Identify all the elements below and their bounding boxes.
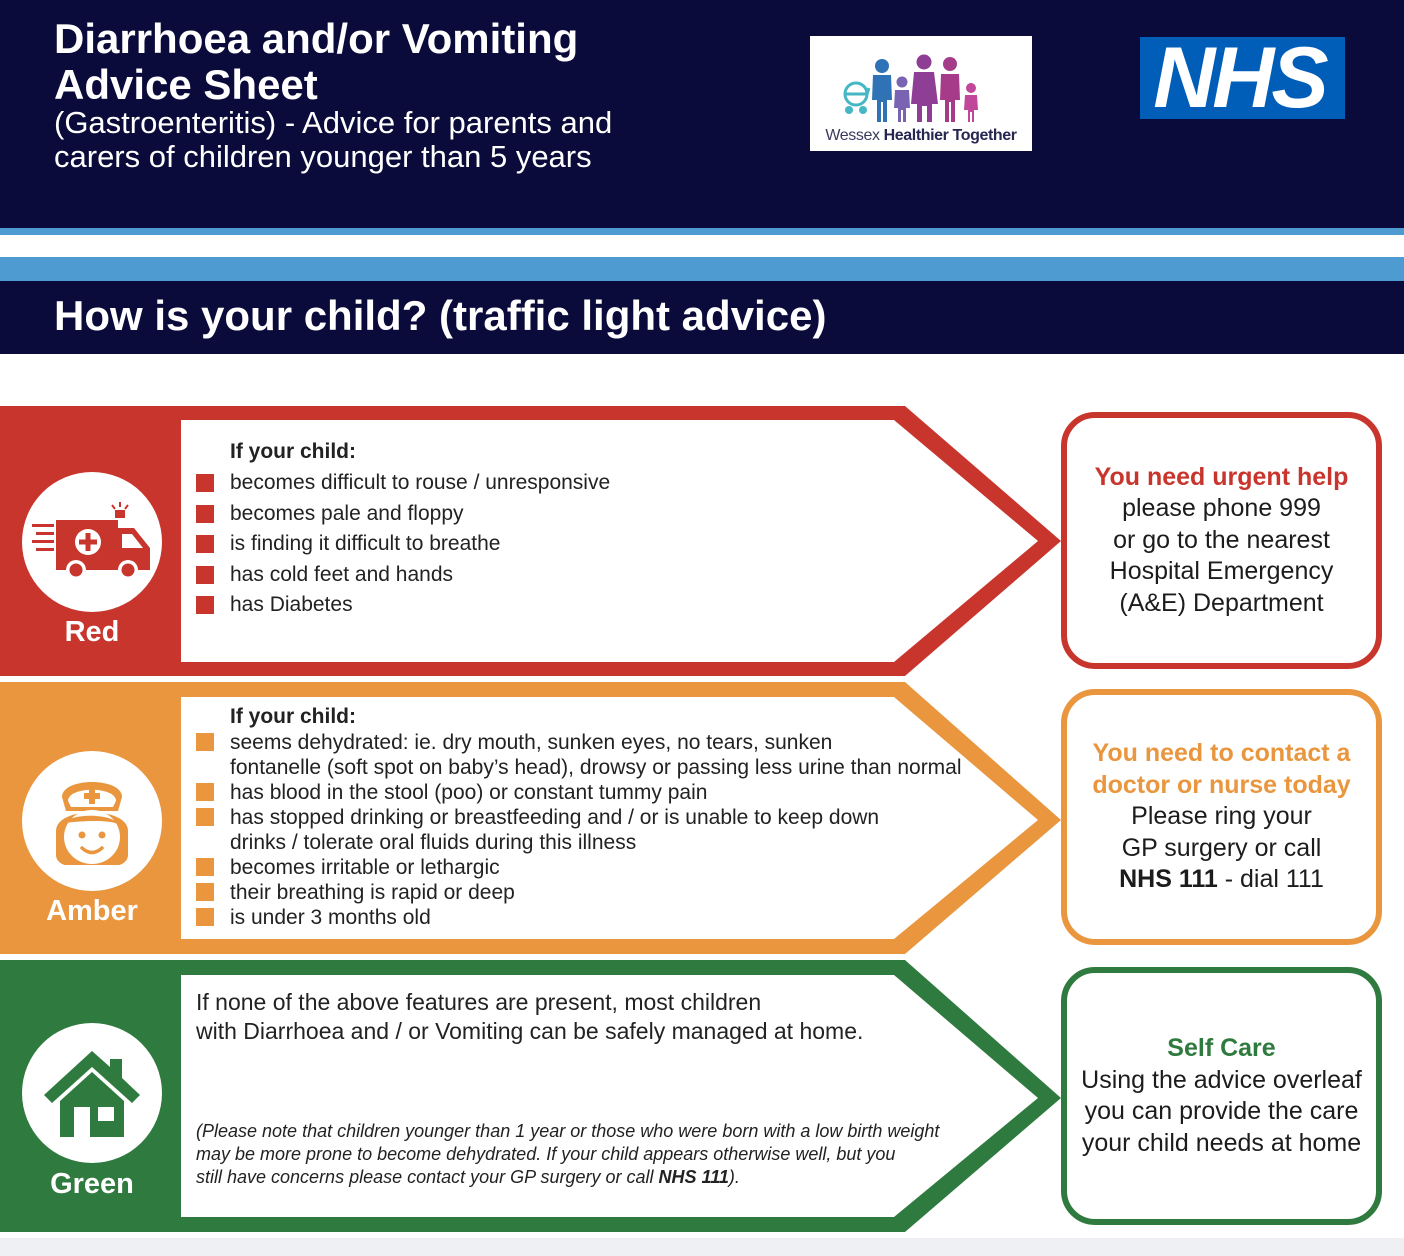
red-bullet	[196, 566, 214, 584]
list-item: has blood in the stool (poo) or constant tummy pain	[196, 780, 962, 805]
green-action-line: you can provide the care	[1084, 1097, 1359, 1125]
green-action-line: your child needs at home	[1081, 1128, 1362, 1157]
red-bullet	[196, 596, 214, 614]
red-bullet	[196, 535, 214, 553]
green-action-box	[1061, 967, 1382, 1225]
red-list-heading: If your child:	[230, 440, 356, 463]
red-action-line: Hospital Emergency	[1109, 557, 1334, 586]
amber-action-line: GP surgery or call	[1121, 833, 1322, 862]
list-item: becomes pale and floppy	[196, 499, 610, 530]
red-action-title: You need urgent help	[1094, 462, 1349, 491]
amber-list-heading: If your child:	[230, 705, 356, 728]
list-item: has Diabetes	[196, 590, 610, 621]
green-action-title: Self Care	[1167, 1034, 1276, 1062]
green-note-line: still have concerns please contact your GP surgery or call NHS 111).	[196, 1167, 740, 1187]
amber-bullet	[196, 808, 214, 826]
list-item: is under 3 months old	[196, 905, 962, 930]
green-action-line: Using the advice overleaf	[1081, 1065, 1362, 1094]
nurse-icon	[22, 751, 162, 891]
red-bullet	[196, 505, 214, 523]
list-item-continuation: drinks / tolerate oral fluids during this illness	[230, 831, 637, 854]
ambulance-icon	[22, 472, 162, 612]
list-item-continuation: fontanelle (soft spot on baby’s head), drowsy or passing less urine than normal	[230, 756, 962, 779]
green-note-line: may be more prone to become dehydrated. If your child appears otherwise well, but you	[196, 1144, 896, 1164]
amber-bullet	[196, 908, 214, 926]
list-item: has stopped drinking or breastfeeding and / or is unable to keep down	[196, 805, 962, 830]
red-symptoms-list	[196, 438, 610, 621]
list-item: their breathing is rapid or deep	[196, 880, 962, 905]
page-bottom-edge	[0, 1238, 1404, 1256]
page-title: Diarrhoea and/or Vomiting Advice Sheet	[54, 15, 579, 108]
green-note-line: (Please note that children younger than 1 year or those who were born with a low birth weight	[196, 1121, 940, 1141]
amber-action-title: doctor or nurse today	[1092, 770, 1351, 799]
red-action-box	[1061, 412, 1382, 669]
page-subtitle: (Gastroenteritis) - Advice for parents and carers of children younger than 5 years	[54, 105, 613, 174]
amber-bullet	[196, 858, 214, 876]
red-action-line: or go to the nearest	[1113, 525, 1330, 554]
amber-action-line: Please ring your	[1131, 802, 1312, 831]
green-main-line: If none of the above features are present, most children	[196, 989, 762, 1015]
wessex-logo-text: Wessex Healthier Together	[825, 127, 1017, 144]
green-label: Green	[50, 1168, 134, 1200]
red-action-line: please phone 999	[1122, 494, 1321, 523]
section-title: How is your child? (traffic light advice)	[54, 292, 827, 339]
amber-icon-circle	[22, 751, 162, 891]
amber-action-line: NHS 111 - dial 111	[1119, 865, 1324, 894]
list-item: becomes difficult to rouse / unresponsive	[196, 468, 610, 499]
list-item: becomes irritable or lethargic	[196, 855, 962, 880]
red-action-line: (A&E) Department	[1119, 588, 1324, 617]
amber-bullet	[196, 883, 214, 901]
red-bullet	[196, 474, 214, 492]
amber-symptoms-list	[196, 706, 962, 930]
nhs-logo: NHS	[1140, 37, 1345, 119]
amber-bullet	[196, 733, 214, 751]
green-main-line: with Diarrhoea and / or Vomiting can be safely managed at home.	[196, 1018, 864, 1044]
amber-action-box	[1061, 689, 1382, 945]
amber-label: Amber	[46, 895, 138, 927]
amber-bullet	[196, 783, 214, 801]
green-note	[196, 1120, 996, 1189]
green-icon-circle	[22, 1023, 162, 1163]
amber-action-title: You need to contact a	[1092, 739, 1351, 768]
list-item: has cold feet and hands	[196, 560, 610, 591]
green-main-text	[196, 988, 936, 1046]
red-label: Red	[64, 616, 120, 648]
house-icon	[22, 1023, 162, 1163]
list-item: is finding it difficult to breathe	[196, 529, 610, 560]
list-item: seems dehydrated: ie. dry mouth, sunken eyes, no tears, sunken	[196, 730, 962, 755]
red-icon-circle	[22, 472, 162, 612]
